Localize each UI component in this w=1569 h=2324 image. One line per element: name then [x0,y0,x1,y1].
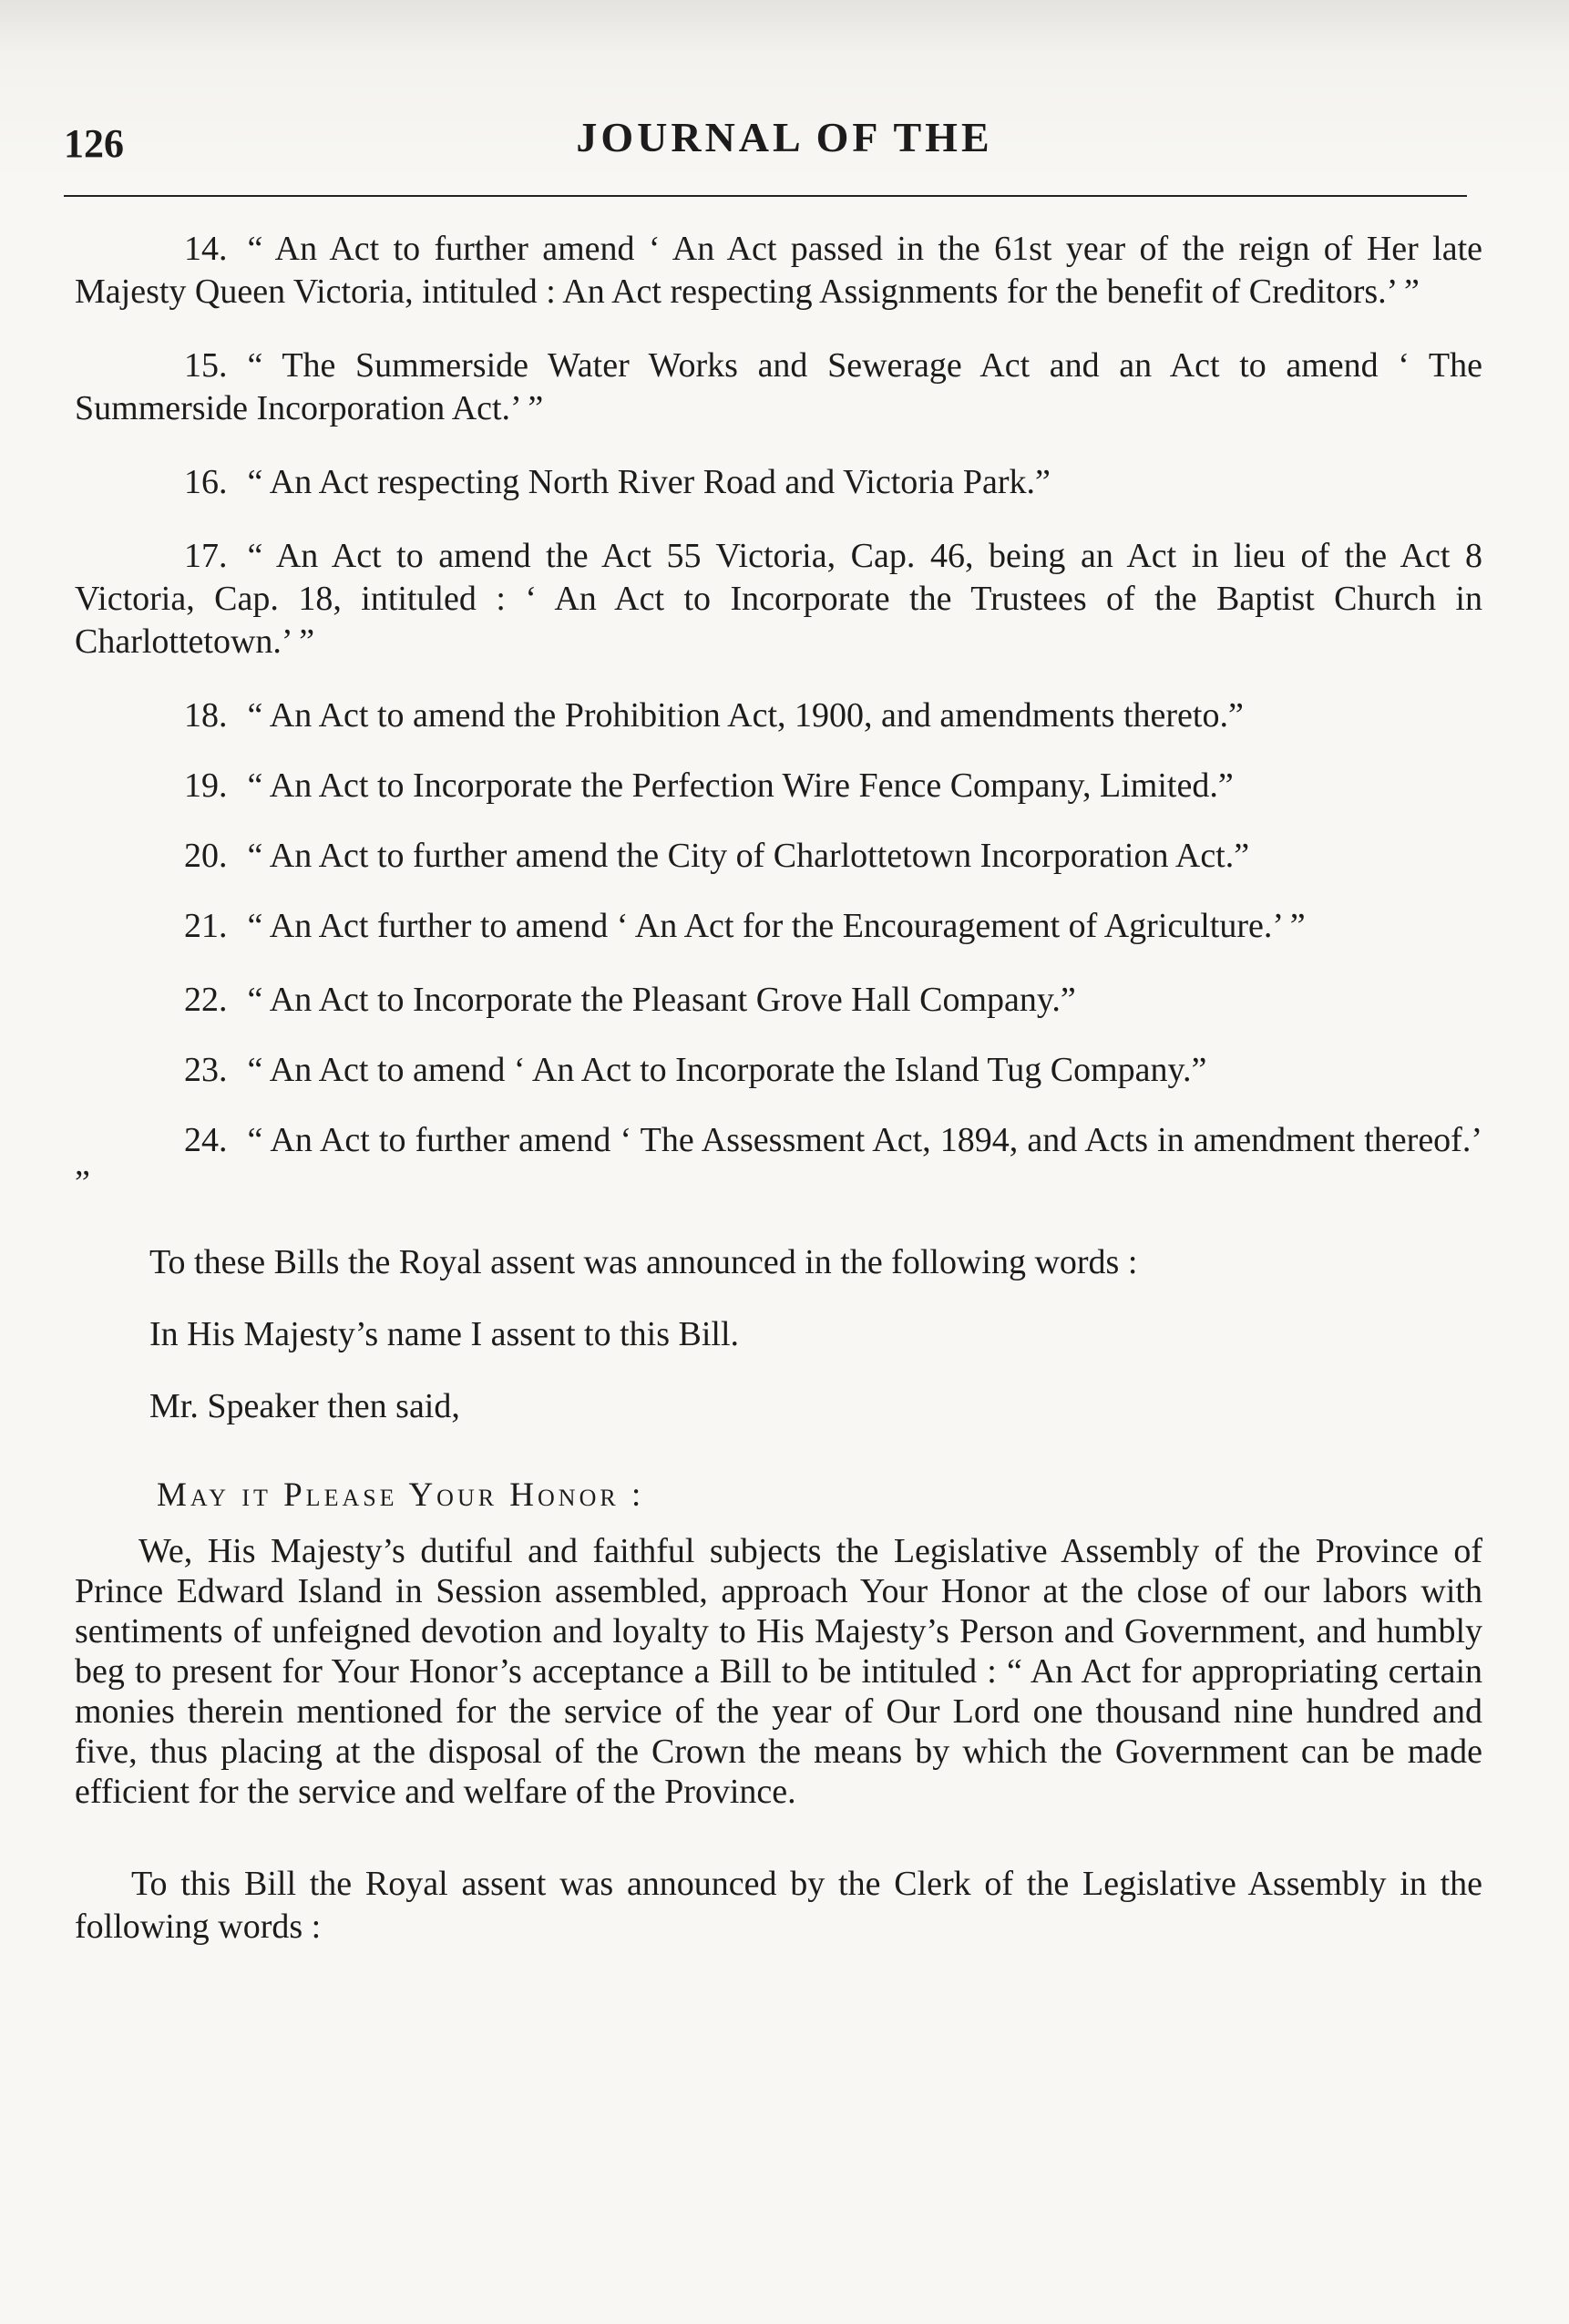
bill-number: 24. [184,1121,228,1159]
speaker-line: Mr. Speaker then said, [149,1387,460,1425]
bill-title: “ An Act to further amend the City of Charlottetown Incorporation Act.” [247,837,1250,875]
bill-item-16 [75,461,1482,504]
bill-number: 15. [184,346,228,385]
bill-number: 14. [184,230,228,268]
closing-paragraph: To this Bill the Royal assent was announced by the Clerk of the Legislative Assembly in the following words : [75,1865,1482,1946]
bill-item-21 [75,905,1482,948]
bill-item-19 [75,765,1482,807]
bill-title: “ An Act to further amend ‘ An Act passed in the 61st year of the reign of Her late Majesty Queen Victoria, intituled : An Act respecting Assignments for the benefit of Creditors.’ ” [75,230,1482,311]
bill-number: 22. [184,981,228,1019]
address-paragraph: We, His Majesty’s dutiful and faithful subjects the Legislative Assembly of the Province of Prince Edward Island in Session assembled, approach Your Honor at the close of our labors with sentiments of unfeigned devotion and loyalty to His Majesty’s Person and Government, and humbly beg to present for Your Honor’s acceptance a Bill to be intituled : “ An Act for appropriating certain monies therein mentioned for the service of the year of Our Lord one thousand nine hundred and five, thus placing at the disposal of the Crown the means by which the Government can be made efficient for the service and welfare of the Province. [75,1532,1482,1811]
bill-title: “ An Act to Incorporate the Pleasant Grove Hall Company.” [247,981,1076,1019]
bill-item-14 [75,228,1482,314]
bill-title: “ An Act to further amend ‘ The Assessment Act, 1894, and Acts in amendment thereof.’ ” [75,1121,1482,1202]
bill-item-23 [75,1049,1482,1092]
bill-item-15 [75,344,1482,430]
bill-item-24 [75,1119,1482,1205]
bill-number: 23. [184,1051,228,1089]
bill-item-22 [75,979,1482,1022]
bill-title: “ The Summerside Water Works and Sewerage Act and an Act to amend ‘ The Summerside Incorporation Act.’ ” [75,346,1482,427]
page-body [75,228,1482,1949]
bill-number: 16. [184,463,228,501]
bill-number: 19. [184,766,228,805]
assent-words: In His Majesty’s name I assent to this Bill. [149,1315,740,1353]
bill-item-20 [75,835,1482,878]
bill-number: 20. [184,837,228,875]
bill-number: 17. [184,537,228,575]
bill-item-18 [75,694,1482,737]
bill-title: “ An Act respecting North River Road and Victoria Park.” [247,463,1051,501]
bill-title: “ An Act to amend the Prohibition Act, 1900, and amendments thereto.” [247,696,1244,735]
page-number: 126 [64,121,124,166]
header-rule [64,195,1467,197]
salutation: May it Please Your Honor : [157,1476,645,1514]
bill-number: 21. [184,907,228,945]
bill-title: “ An Act to amend the Act 55 Victoria, Cap. 46, being an Act in lieu of the Act 8 Victoria, Cap. 18, intituled : ‘ An Act to Incorporate the Trustees of the Baptist Church in Charlottetown.’ ” [75,537,1482,661]
assent-intro: To these Bills the Royal assent was announced in the following words : [149,1243,1138,1281]
bill-title: “ An Act to amend ‘ An Act to Incorporate the Island Tug Company.” [247,1051,1207,1089]
page-header [0,0,1569,210]
running-head: JOURNAL OF THE [576,114,993,160]
bill-title: “ An Act further to amend ‘ An Act for the Encouragement of Agriculture.’ ” [247,907,1306,945]
bill-title: “ An Act to Incorporate the Perfection Wire Fence Company, Limited.” [247,766,1234,805]
bill-number: 18. [184,696,228,735]
bill-item-17 [75,535,1482,663]
